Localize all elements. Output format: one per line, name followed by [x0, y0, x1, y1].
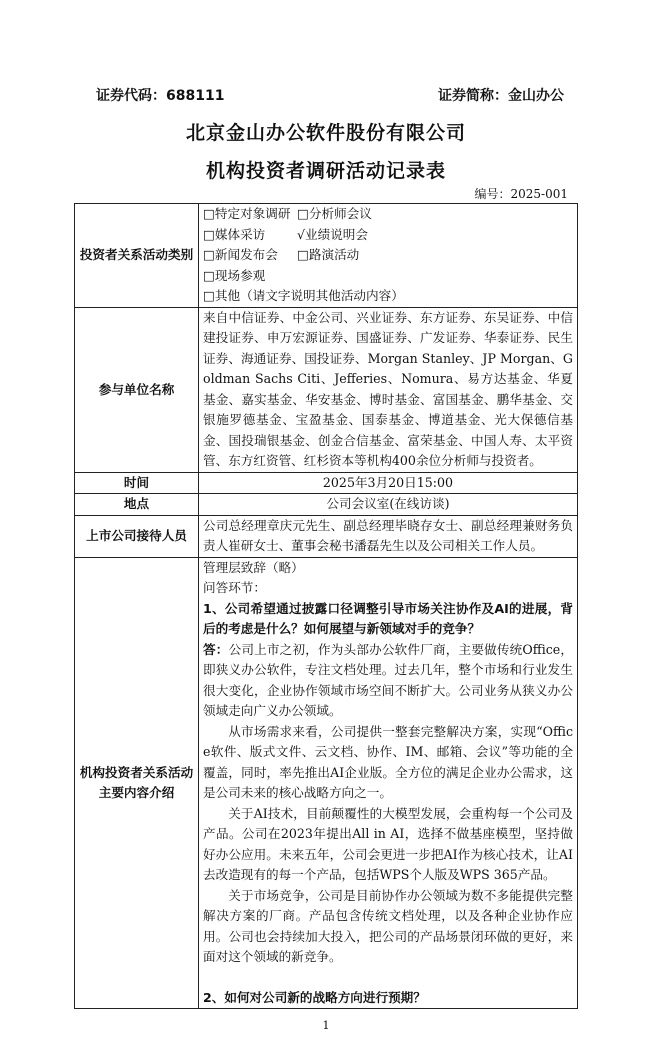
answer-1-p2: 从市场需求来看，公司提供一整套完整解决方案，实现“Office软件、版式文件、云文档、协作、IM、邮箱、会议”等功能的全覆盖，同时，率先推出AI企业版。全方位的满足企业办公需求，这是公司未来的核心战略方向之一。: [203, 723, 573, 800]
row-participants: [75, 307, 578, 472]
time-value: 2025年3月20日15:00: [199, 472, 578, 494]
option-earnings-call: √业绩说明会: [297, 226, 368, 242]
page-number: 1: [322, 1019, 330, 1032]
label-reception: 上市公司接待人员: [75, 515, 199, 557]
company-title: 北京金山办公软件股份有限公司: [185, 122, 466, 144]
option-media-interview: □媒体采访: [203, 226, 266, 242]
label-time: 时间: [75, 472, 199, 494]
record-table: [74, 203, 578, 1009]
stock-name: 证券简称：金山办公: [438, 88, 564, 104]
row-time: [75, 472, 578, 494]
label-place: 地点: [75, 494, 199, 516]
stock-code: 证券代码：688111: [96, 88, 225, 104]
qa-heading: 问答环节：: [203, 580, 266, 595]
reception-value: 公司总经理章庆元先生、副总经理毕晓存女士、副总经理兼财务负责人崔研女士、董事会秘书潘磊先生以及公司相关工作人员。: [199, 515, 578, 557]
option-specific-research: □特定对象调研: [203, 206, 291, 221]
label-category: 投资者关系活动类别: [75, 204, 199, 308]
answer-prefix: 答：: [203, 641, 229, 657]
row-content: [75, 557, 578, 1009]
option-site-visit: □现场参观: [203, 267, 266, 283]
option-analyst-meeting: □分析师会议: [297, 206, 372, 221]
serial-number: 编号：2025-001: [474, 187, 568, 201]
question-2: 2、如何对公司新的战略方向进行预期？: [203, 989, 426, 1005]
answer-1-p1: [203, 640, 573, 722]
intro-text: 管理层致辞（略）: [203, 559, 304, 575]
category-options: [199, 204, 578, 308]
answer-1-p1-text: 公司上市之初，作为头部办公软件厂商，主要做传统Office，即狭义办公软件，专注文档处理。过去几年，整个市场和行业发生很大变化，企业协作领域市场空间不断扩大。公司业务从狭义办公领域走向广义办公领域。: [203, 641, 574, 718]
label-participants: 参与单位名称: [75, 307, 199, 472]
answer-1-p3: 关于AI技术，目前颠覆性的大模型发展，会重构每一个公司及产品。公司在2023年提出All in AI，选择不做基座模型，坚持做好办公应用。未来五年，公司会更进一步把AI作为核心技术，让AI去改造现有的每一个产品，包括WPS个人版及WPS 365产品。: [203, 805, 573, 882]
answer-1-p4: 关于市场竞争，公司是目前协作办公领域为数不多能提供完整解决方案的厂商。产品包含传统文档处理，以及各种企业协作应用。公司也会持续加大投入，把公司的产品场景闭环做的更好，来面对这个领域的新竞争。: [203, 887, 573, 964]
content-body: [199, 557, 578, 1009]
form-title: 机构投资者调研活动记录表: [205, 160, 446, 182]
option-roadshow: □路演活动: [297, 247, 360, 262]
label-content: 机构投资者关系活动主要内容介绍: [75, 557, 199, 1009]
option-press-conference: □新闻发布会: [203, 247, 278, 262]
row-place: [75, 494, 578, 516]
row-category: [75, 204, 578, 308]
question-1: 1、公司希望通过披露口径调整引导市场关注协作及AI的进展，背后的考虑是什么？如何展望与新领域对手的竞争？: [203, 600, 573, 636]
place-value: 公司会议室(在线访谈): [199, 494, 578, 516]
header-row: [74, 86, 578, 106]
participants-text: 来自中信证券、中金公司、兴业证券、东方证券、东吴证券、中信建投证券、申万宏源证券、国盛证券、广发证券、华泰证券、民生证券、海通证券、国投证券、Morgan Stanley、JP Morgan、Goldman Sachs Citi、Jefferies、Nomura、易方达基金、华夏基金、嘉实基金、华安基金、博时基金、富国基金、鹏华基金、交银施罗德基金、宝盈基金、国泰基金、博道基金、光大保德信基金、国投瑞银基金、创金合信基金、富荣基金、中国人寿、太平资管、东方红资管、红杉资本等机构400余位分析师与投资者。: [199, 307, 578, 472]
row-reception: [75, 515, 578, 557]
option-other: □其他（请文字说明其他活动内容）: [203, 288, 404, 303]
